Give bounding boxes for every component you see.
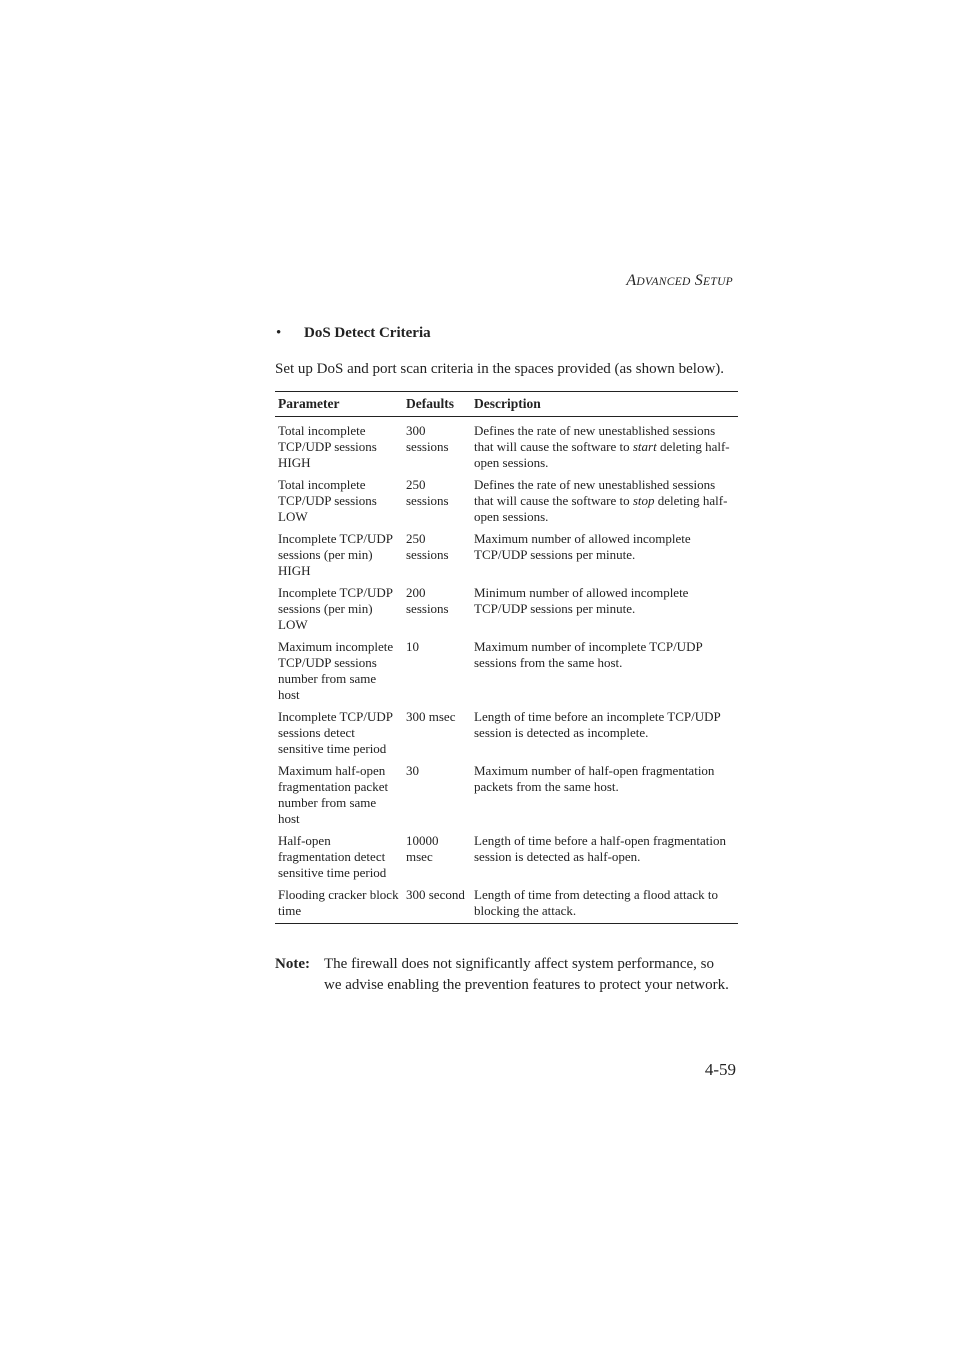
description-cell: [471, 525, 738, 579]
dos-criteria-table: [275, 391, 738, 924]
table-body: [275, 417, 738, 924]
parameter-cell: Incomplete TCP/UDP sessions detect sensitive time period: [278, 709, 393, 756]
description-cell: [471, 417, 738, 472]
description-emphasis: stop: [632, 493, 655, 508]
description-text: Defines the rate of new unestablished sessions that will cause the software to: [474, 423, 716, 454]
default-cell: 250 sessions: [406, 531, 449, 562]
column-header-parameter: Parameter: [275, 392, 403, 417]
default-cell: 250 sessions: [406, 477, 449, 508]
description-text: Minimum number of allowed incomplete TCP/UDP sessions per minute.: [474, 585, 689, 616]
description-cell: [471, 703, 738, 757]
column-header-description: Description: [471, 392, 738, 417]
table-row: [275, 633, 738, 703]
default-cell: 10000 msec: [406, 833, 439, 864]
page-number: 4-59: [704, 1060, 736, 1079]
description-text-tail: deleting half-open sessions.: [474, 493, 728, 524]
table-header-row: [275, 392, 738, 417]
description-text: Length of time before a half-open fragmentation session is detected as half-open.: [474, 833, 726, 864]
description-text: Length of time before an incomplete TCP/UDP session is detected as incomplete.: [474, 709, 721, 740]
description-text: Maximum number of incomplete TCP/UDP sessions from the same host.: [474, 639, 703, 670]
description-text: Maximum number of allowed incomplete TCP/UDP sessions per minute.: [474, 531, 691, 562]
description-text-tail: deleting half-open sessions.: [474, 439, 730, 470]
table-row: [275, 703, 738, 757]
default-cell: 300 sessions: [406, 423, 449, 454]
header-initial-1: A: [626, 272, 637, 289]
parameter-cell: Total incomplete TCP/UDP sessions HIGH: [278, 423, 377, 470]
column-header-defaults: Defaults: [403, 392, 471, 417]
description-text: Length of time from detecting a flood attack to blocking the attack.: [474, 887, 719, 918]
description-cell: [471, 827, 738, 881]
table-row: [275, 471, 738, 525]
description-cell: [471, 471, 738, 525]
default-cell: 300 second: [403, 881, 471, 924]
header-initial-2: S: [694, 272, 704, 289]
description-text: Defines the rate of new unestablished sessions that will cause the software to: [474, 477, 716, 508]
table-row: [275, 525, 738, 579]
note-label: Note:: [275, 956, 310, 972]
intro-paragraph: Set up DoS and port scan criteria in the spaces provided (as shown below).: [275, 361, 725, 377]
section-title: DoS Detect Criteria: [304, 325, 431, 341]
parameter-cell: Total incomplete TCP/UDP sessions LOW: [278, 477, 377, 524]
description-text: Maximum number of half-open fragmentation packets from the same host.: [474, 763, 715, 794]
section-heading: [276, 325, 431, 342]
note-text: The firewall does not significantly affect system performance, so we advise enabling the prevention features to protect your network.: [324, 956, 729, 993]
table-row: [275, 881, 738, 924]
bullet-marker: •: [276, 325, 282, 341]
default-cell: 10: [406, 639, 419, 654]
description-cell: [471, 579, 738, 633]
parameter-cell: Incomplete TCP/UDP sessions (per min) LOW: [278, 585, 393, 632]
header-rest-2: ETUP: [703, 276, 733, 288]
header-rest-1: DVANCED: [636, 276, 691, 288]
parameter-cell: Flooding cracker block time: [275, 881, 403, 924]
table-row: [275, 757, 738, 827]
description-cell: [471, 881, 738, 924]
parameter-cell: Maximum half-open fragmentation packet number from same host: [278, 763, 389, 826]
description-cell: [471, 757, 738, 827]
table-row: [275, 827, 738, 881]
default-cell: 30: [406, 763, 419, 778]
default-cell: 200 sessions: [406, 585, 449, 616]
note-block: [275, 954, 735, 996]
table-row: [275, 417, 738, 472]
description-emphasis: start: [632, 439, 657, 454]
table-row: [275, 579, 738, 633]
default-cell: 300 msec: [406, 709, 456, 724]
parameter-cell: Half-open fragmentation detect sensitive time period: [278, 833, 387, 880]
parameter-cell: Incomplete TCP/UDP sessions (per min) HIGH: [278, 531, 393, 578]
description-cell: [471, 633, 738, 703]
running-header: [626, 272, 733, 290]
parameter-cell: Maximum incomplete TCP/UDP sessions number from same host: [278, 639, 394, 702]
